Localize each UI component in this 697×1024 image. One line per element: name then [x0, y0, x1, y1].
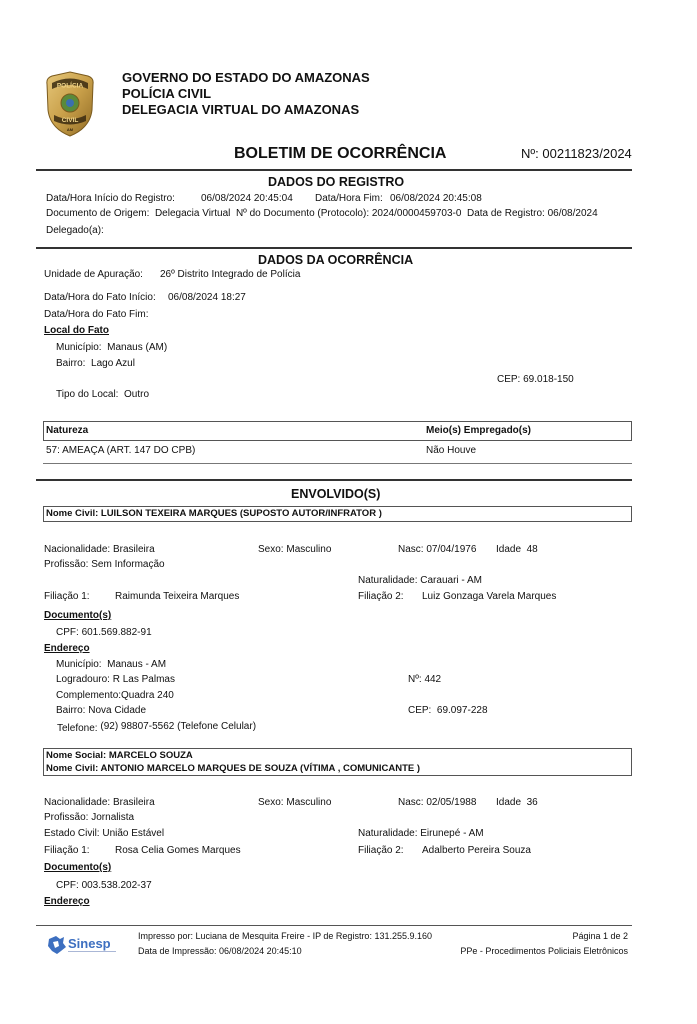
- label: CPF:: [56, 627, 79, 638]
- local-bairro: [56, 358, 135, 369]
- section-title-registro: DADOS DO REGISTRO: [268, 175, 405, 189]
- footer-data-impressao: Data de Impressão: 06/08/2024 20:45:10: [138, 946, 302, 956]
- header-police: POLÍCIA CIVIL: [122, 86, 212, 101]
- value: 003.538.202-37: [81, 880, 152, 891]
- registro-inicio-label: Data/Hora Início do Registro:: [46, 193, 175, 204]
- person-2-profissao: [44, 812, 134, 823]
- person-2-filiacao2-value: Adalberto Pereira Souza: [422, 845, 531, 856]
- person-2-filiacao1-label: Filiação 1:: [44, 845, 90, 856]
- person-1-filiacao1-value: Raimunda Teixeira Marques: [115, 591, 240, 602]
- person-1-sexo: [258, 544, 331, 555]
- document-number-label: Nº:: [521, 146, 539, 161]
- unidade-value: 26º Distrito Integrado de Polícia: [160, 269, 301, 280]
- person-2-nasc: [398, 797, 476, 808]
- person-1-documentos-title: Documento(s): [44, 610, 112, 621]
- header-government: GOVERNO DO ESTADO DO AMAZONAS: [122, 70, 370, 85]
- fato-inicio-label: Data/Hora do Fato Início:: [44, 292, 156, 303]
- label: Sexo:: [258, 797, 284, 808]
- svg-text:POLÍCIA: POLÍCIA: [56, 82, 84, 90]
- value: 601.569.882-91: [81, 627, 152, 638]
- label: Nacionalidade:: [44, 797, 111, 808]
- registro-data-value: 06/08/2024: [547, 208, 598, 219]
- value: Masculino: [286, 797, 332, 808]
- label: Complemento:: [56, 690, 122, 701]
- person-2-filiacao2-label: Filiação 2:: [358, 845, 404, 856]
- person-2-filiacao1-value: Rosa Celia Gomes Marques: [115, 845, 241, 856]
- value: 36: [526, 797, 538, 808]
- person-1-profissao: [44, 559, 165, 570]
- person-1-filiacao2-label: Filiação 2:: [358, 591, 404, 602]
- registro-origem: [46, 208, 598, 219]
- label: Nasc:: [398, 544, 424, 555]
- local-tipo-label: Tipo do Local:: [56, 389, 119, 400]
- divider: [36, 247, 632, 249]
- local-municipio-label: Município:: [56, 342, 102, 353]
- footer-sistema: PPe - Procedimentos Policiais Eletrônicos: [460, 946, 628, 956]
- document-number: [521, 146, 632, 161]
- value: Nova Cidade: [88, 705, 147, 716]
- local-cep-label: CEP:: [497, 374, 521, 385]
- person-2-nome-social: Nome Social: MARCELO SOUZA: [46, 750, 193, 761]
- registro-delegado-label: Delegado(a):: [46, 225, 104, 236]
- person-1-filiacao2-value: Luiz Gonzaga Varela Marques: [422, 591, 557, 602]
- person-1-cep: [408, 705, 488, 716]
- policia-civil-badge-logo: [44, 70, 96, 138]
- registro-fim-label: Data/Hora Fim:: [315, 193, 383, 204]
- label: Naturalidade:: [358, 828, 418, 839]
- value: R Las Palmas: [112, 674, 175, 685]
- footer-impresso: Impresso por: Luciana de Mesquita Freire - IP de Registro: 131.255.9.160: [138, 931, 432, 941]
- person-2-endereco-title: Endereço: [44, 896, 90, 907]
- value: 48: [526, 544, 538, 555]
- label: Telefone:: [57, 723, 98, 734]
- person-1-idade: [496, 544, 538, 555]
- registro-origem-value: Delegacia Virtual: [154, 208, 231, 219]
- value: Carauari - AM: [420, 575, 482, 586]
- svg-text:Sinesp: Sinesp: [68, 936, 111, 951]
- svg-text:AM: AM: [66, 127, 74, 132]
- value: Brasileira: [112, 797, 155, 808]
- registro-origem-label: Documento de Origem:: [46, 208, 150, 219]
- registro-protocolo-label: Nº do Documento (Protocolo):: [235, 208, 370, 219]
- person-2-naturalidade: [358, 828, 484, 839]
- local-cep: [497, 374, 574, 385]
- value: Jornalista: [91, 812, 135, 823]
- person-1-municipio: [56, 659, 166, 670]
- person-2-idade: [496, 797, 538, 808]
- person-1-nacionalidade: [44, 544, 155, 555]
- label: Idade: [496, 544, 522, 555]
- person-1-nasc: [398, 544, 476, 555]
- value: Manaus - AM: [107, 659, 167, 670]
- person-2-estado-civil: [44, 828, 164, 839]
- sinesp-logo: [46, 933, 120, 962]
- label: Profissão:: [44, 812, 89, 823]
- divider: [36, 479, 632, 481]
- person-2-nacionalidade: [44, 797, 155, 808]
- person-1-filiacao1-label: Filiação 1:: [44, 591, 90, 602]
- person-1-naturalidade: [358, 575, 482, 586]
- unidade-label: Unidade de Apuração:: [44, 269, 143, 280]
- value: 02/05/1988: [426, 797, 477, 808]
- registro-data-label: Data de Registro:: [466, 208, 545, 219]
- label: Profissão:: [44, 559, 89, 570]
- local-municipio-value: Manaus (AM): [107, 342, 168, 353]
- local-municipio: [56, 342, 167, 353]
- value: Quadra 240: [121, 690, 174, 701]
- footer-pagina: Página 1 de 2: [572, 931, 628, 941]
- local-cep-value: 69.018-150: [523, 374, 574, 385]
- label: Nasc:: [398, 797, 424, 808]
- person-2-cpf: [56, 880, 152, 891]
- local-do-fato-title: Local do Fato: [44, 325, 109, 336]
- meios-cell: Não Houve: [426, 445, 477, 456]
- local-tipo: [56, 389, 149, 400]
- value: (92) 98807-5562 (Telefone Celular): [100, 721, 257, 732]
- person-1-endereco-title: Endereço: [44, 643, 90, 654]
- label: CEP:: [408, 705, 432, 716]
- local-bairro-label: Bairro:: [56, 358, 86, 369]
- label: Idade: [496, 797, 522, 808]
- local-bairro-value: Lago Azul: [91, 358, 135, 369]
- document-number-value: 00211823/2024: [542, 146, 632, 161]
- person-1-telefone: [57, 721, 256, 732]
- label: Nacionalidade:: [44, 544, 111, 555]
- label: Município:: [56, 659, 102, 670]
- person-1-logradouro: [56, 674, 175, 685]
- person-2-nome-civil: Nome Civil: ANTONIO MARCELO MARQUES DE SOUZA (VÍTIMA , COMUNICANTE ): [46, 763, 421, 774]
- label: Nº:: [408, 674, 422, 685]
- divider: [43, 463, 632, 464]
- value: Eirunepé - AM: [420, 828, 484, 839]
- label: Logradouro:: [56, 674, 110, 685]
- document-title: BOLETIM DE OCORRÊNCIA: [234, 145, 447, 162]
- value: União Estável: [102, 828, 165, 839]
- value: 69.097-228: [436, 705, 488, 716]
- meios-header: Meio(s) Empregado(s): [426, 425, 532, 436]
- value: Sem Informação: [91, 559, 165, 570]
- person-2-documentos-title: Documento(s): [44, 862, 112, 873]
- footer-divider: [36, 925, 632, 926]
- label: Naturalidade:: [358, 575, 418, 586]
- registro-inicio-value: 06/08/2024 20:45:04: [201, 193, 293, 204]
- person-2-sexo: [258, 797, 331, 808]
- header-delegacia: DELEGACIA VIRTUAL DO AMAZONAS: [122, 102, 360, 117]
- natureza-cell: 57: AMEAÇA (ART. 147 DO CPB): [46, 445, 196, 456]
- person-1-nome-civil: Nome Civil: LUILSON TEXEIRA MARQUES (SUPOSTO AUTOR/INFRATOR ): [46, 508, 382, 519]
- person-1-numero: [408, 674, 441, 685]
- natureza-header: Natureza: [46, 425, 89, 436]
- value: Brasileira: [112, 544, 155, 555]
- person-1-complemento: [56, 690, 174, 701]
- label: Estado Civil:: [44, 828, 100, 839]
- section-title-envolvidos: ENVOLVIDO(S): [291, 487, 381, 501]
- local-tipo-value: Outro: [124, 389, 150, 400]
- natureza-table-header: [43, 421, 632, 441]
- registro-protocolo-value: 2024/0000459703-0: [371, 208, 462, 219]
- svg-text:CIVIL: CIVIL: [61, 117, 79, 124]
- fato-fim-label: Data/Hora do Fato Fim:: [44, 309, 149, 320]
- label: CPF:: [56, 880, 79, 891]
- registro-fim-value: 06/08/2024 20:45:08: [390, 193, 482, 204]
- section-title-ocorrencia: DADOS DA OCORRÊNCIA: [258, 253, 414, 267]
- label: Sexo:: [258, 544, 284, 555]
- fato-inicio-value: 06/08/2024 18:27: [168, 292, 246, 303]
- person-1-bairro: [56, 705, 146, 716]
- value: Masculino: [286, 544, 332, 555]
- value: 07/04/1976: [426, 544, 477, 555]
- value: 442: [424, 674, 442, 685]
- label: Bairro:: [56, 705, 86, 716]
- person-1-cpf: [56, 627, 152, 638]
- divider: [36, 169, 632, 171]
